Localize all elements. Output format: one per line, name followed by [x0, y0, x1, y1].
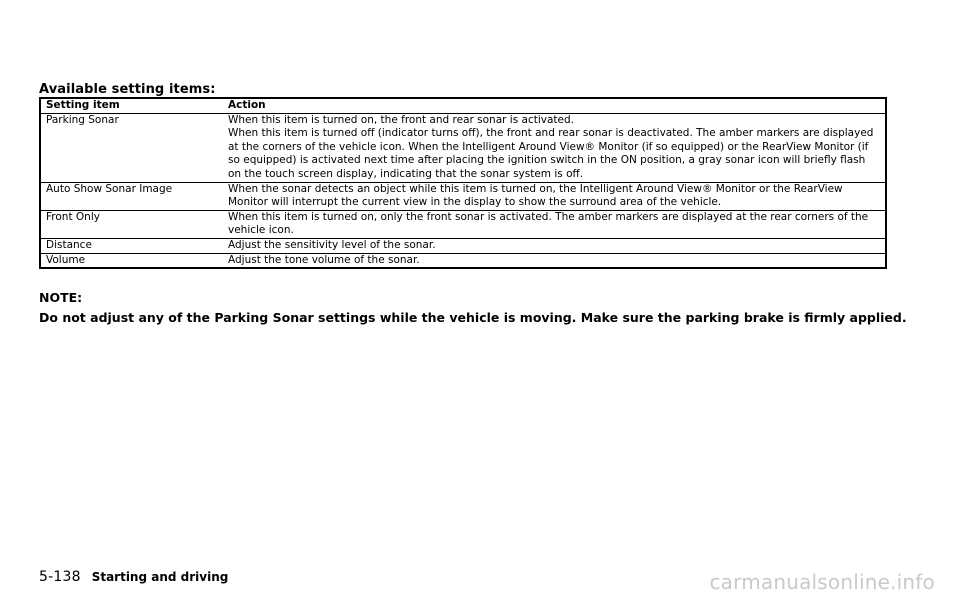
- watermark: carmanualsonline.info: [709, 570, 935, 594]
- note-label: NOTE:: [39, 290, 83, 305]
- action-volume: [222, 254, 885, 268]
- setting-item-volume: Volume: [46, 253, 86, 266]
- setting-item-auto-show-sonar-image: Auto Show Sonar Image: [46, 182, 173, 195]
- action-text: When this item is turned on, the front and rear sonar is activated.: [228, 113, 574, 126]
- action-front-only: [222, 211, 885, 238]
- action-distance: [222, 239, 885, 253]
- action-auto-show-sonar-image: [222, 183, 885, 210]
- action-text: When this item is turned off (indicator turns off), the front and rear sonar is deactivated. The amber markers are displayed at the corners of the vehicle icon. When the Intelligent Around View® Monitor (if so equipped) or the RearView Monitor (if so equipped) is activated next time after placing the ignition switch in the ON position, a gray sonar icon will briefly flash on the touch screen display, indicating that the sonar system is off.: [228, 127, 874, 180]
- table-row: [41, 183, 885, 211]
- header-setting-item: Setting item: [46, 99, 120, 111]
- action-text: Adjust the tone volume of the sonar.: [228, 253, 420, 266]
- action-text: When this item is turned on, only the front sonar is activated. The amber markers are displayed at the rear corners of the vehicle icon.: [228, 210, 869, 237]
- page-footer: [39, 569, 228, 585]
- setting-item-parking-sonar: Parking Sonar: [46, 113, 119, 126]
- table-header-row: [41, 99, 885, 114]
- chapter-title: Starting and driving: [91, 570, 229, 584]
- header-action: Action: [228, 99, 266, 111]
- settings-table: [39, 97, 887, 269]
- note-text: Do not adjust any of the Parking Sonar settings while the vehicle is moving. Make sure the parking brake is firmly applied.: [39, 310, 907, 325]
- setting-item-front-only: Front Only: [46, 210, 100, 223]
- section-title: Available setting items:: [39, 82, 216, 97]
- table-row: [41, 114, 885, 183]
- table-row: [41, 254, 885, 268]
- page-number: 5-138: [39, 569, 81, 585]
- action-parking-sonar: [222, 114, 885, 182]
- setting-item-distance: Distance: [46, 238, 92, 251]
- table-row: [41, 239, 885, 254]
- table-row: [41, 211, 885, 239]
- action-text: When the sonar detects an object while this item is turned on, the Intelligent Around View® Monitor or the RearView Monitor will interrupt the current view in the display to show the surround area of the vehicle.: [228, 182, 843, 209]
- action-text: Adjust the sensitivity level of the sonar.: [228, 238, 436, 251]
